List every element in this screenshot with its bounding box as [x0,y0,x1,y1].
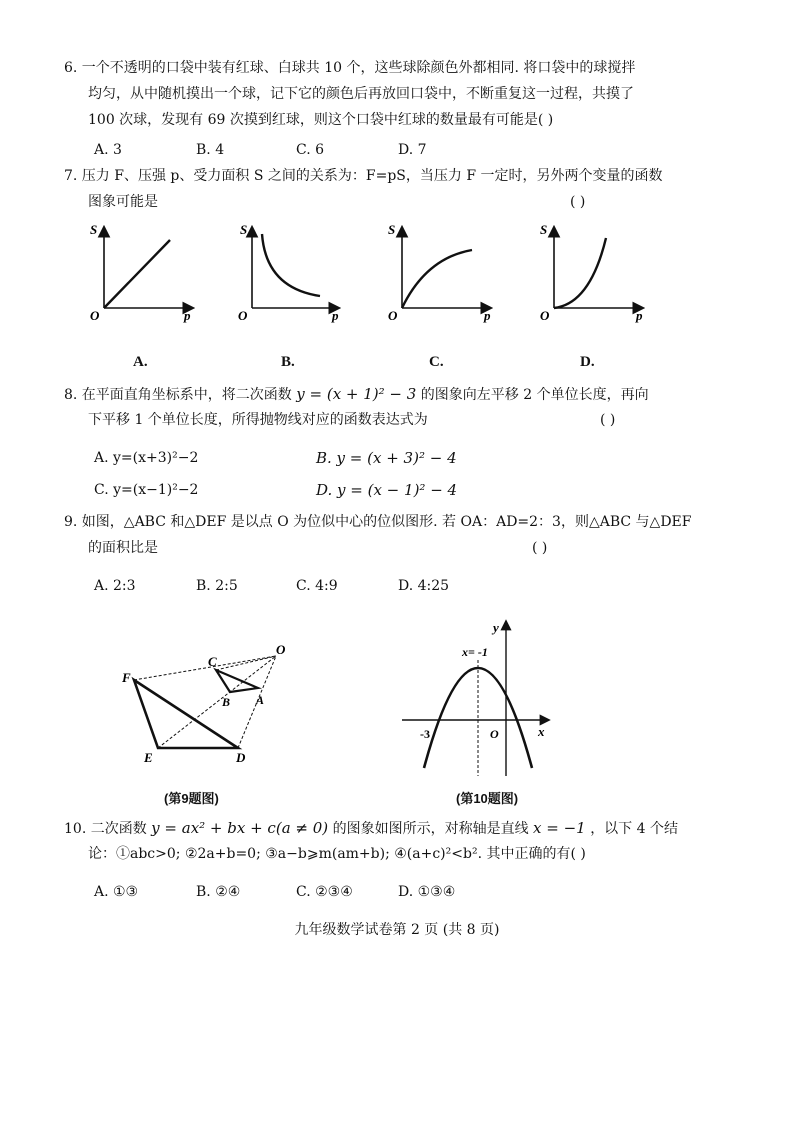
q7-graph-d-y-label: S [540,222,548,237]
q7-graph-c-origin: O [388,308,398,323]
fig9-point-d: D [236,750,246,765]
q7-graph-a-y-label: S [90,222,98,237]
q9-option-a: A. 2:3 [94,578,136,594]
q7-label-d: D. [580,354,595,370]
q6-option-a: A. 3 [94,142,122,158]
q6-line-2: 均匀，从中随机摸出一个球，记下它的颜色后再放回口袋中，不断重复这一过程，共摸了 [88,86,634,102]
q7-graph-a [90,222,192,323]
q9-option-c: C. 4:9 [296,578,338,594]
q10-symmetry-axis: x = −1 [533,819,586,837]
q8-original-function: y = (x + 1)² − 3 [296,385,417,403]
fig9-point-c: C [208,654,217,669]
figure-9-caption: (第9题图) [164,791,219,806]
q10-option-a: A. ①③ [94,884,139,900]
q8-option-b: B. y = (x + 3)² − 4 [316,449,457,467]
q7-graph-d-x-label: p [636,308,643,323]
q8-answer-paren: ( ) [600,412,616,428]
q6-line-1: 6. 一个不透明的口袋中装有红球、白球共 10 个，这些球除颜色外都相同. 将口袋中的球搅拌 [64,60,636,76]
q10-function: y = ax² + bx + c(a ≠ 0) [151,819,329,837]
q10-line-2: 论：①abc>0; ②2a+b=0; ③a−b⩾m(am+b); ④(a+c)²<b². 其中正确的有( ) [88,846,586,862]
q7-graphs [80,214,660,334]
fig10-origin: O [490,727,499,741]
q8-line-1-post: 的图象向左平移 2 个单位长度，再向 [420,387,649,403]
q7-line-2: 图象可能是 [88,194,158,210]
q6-line-3: 100 次球，发现有 69 次摸到红球，则这个口袋中红球的数量最有可能是( ) [88,112,554,128]
q9-line-1: 9. 如图，△ABC 和△DEF 是以点 O 为位似中心的位似图形. 若 OA：AD=2：3，则△ABC 与△DEF [64,514,692,530]
q6-option-b: B. 4 [196,142,225,158]
q9-option-d: D. 4:25 [398,578,450,594]
q9-line-2: 的面积比是 [88,540,158,556]
q6-option-d: D. 7 [398,142,427,158]
q7-graph-c [388,222,491,323]
q9-answer-paren: ( ) [532,540,548,556]
q7-graph-b-origin: O [238,308,248,323]
q10-option-d: D. ①③④ [398,884,456,900]
q8-option-d: D. y = (x − 1)² − 4 [316,481,458,499]
q10-option-c: C. ②③④ [296,884,353,900]
fig9-point-f: F [122,670,131,685]
q9-option-b: B. 2:5 [196,578,238,594]
q10-line-1-pre: 10. 二次函数 [64,821,147,837]
q7-graph-b-x-label: p [332,308,339,323]
q8-line-1-pre: 8. 在平面直角坐标系中，将二次函数 [64,387,292,403]
q7-answer-paren: ( ) [570,194,586,210]
fig10-y-label: y [493,620,499,635]
fig9-point-a: A [256,693,265,707]
fig10-neg3-label: -3 [420,727,430,741]
q7-graph-d-origin: O [540,308,550,323]
figure-9 [118,640,300,766]
fig9-point-b: B [222,695,231,709]
q7-graph-c-y-label: S [388,222,396,237]
q8-option-a: A. y=(x+3)²−2 [94,450,199,466]
q7-graph-c-x-label: p [484,308,491,323]
fig10-symmetry-label: x= -1 [462,645,488,659]
q7-graph-b [238,222,339,323]
q10-line-1-mid: 的图象如图所示，对称轴是直线 [332,821,529,837]
q8-option-c: C. y=(x−1)²−2 [94,482,199,498]
q7-graph-d [540,222,643,323]
q8-line-1 [64,384,649,405]
q10-line-1-post: ，以下 4 个结 [590,821,678,837]
fig9-point-o: O [276,642,286,657]
q7-label-c: C. [429,354,444,370]
q7-graph-a-x-label: p [184,308,191,323]
figure-10 [400,616,560,780]
q10-option-b: B. ②④ [196,884,241,900]
q10-line-1 [64,818,678,839]
q7-line-1: 7. 压力 F、压强 p、受力面积 S 之间的关系为：F=pS，当压力 F 一定时，另外两个变量的函数 [64,168,663,184]
q8-line-2: 下平移 1 个单位长度，所得抛物线对应的函数表达式为 [88,412,428,428]
figure-10-caption: (第10题图) [456,791,519,806]
q6-option-c: C. 6 [296,142,325,158]
fig9-point-e: E [144,750,153,765]
q7-graph-b-y-label: S [240,222,248,237]
q7-graph-a-origin: O [90,308,100,323]
page-footer: 九年级数学试卷第 2 页 (共 8 页) [294,922,500,938]
q7-label-a: A. [133,354,148,370]
q7-label-b: B. [281,354,295,370]
fig10-x-label: x [538,724,545,739]
